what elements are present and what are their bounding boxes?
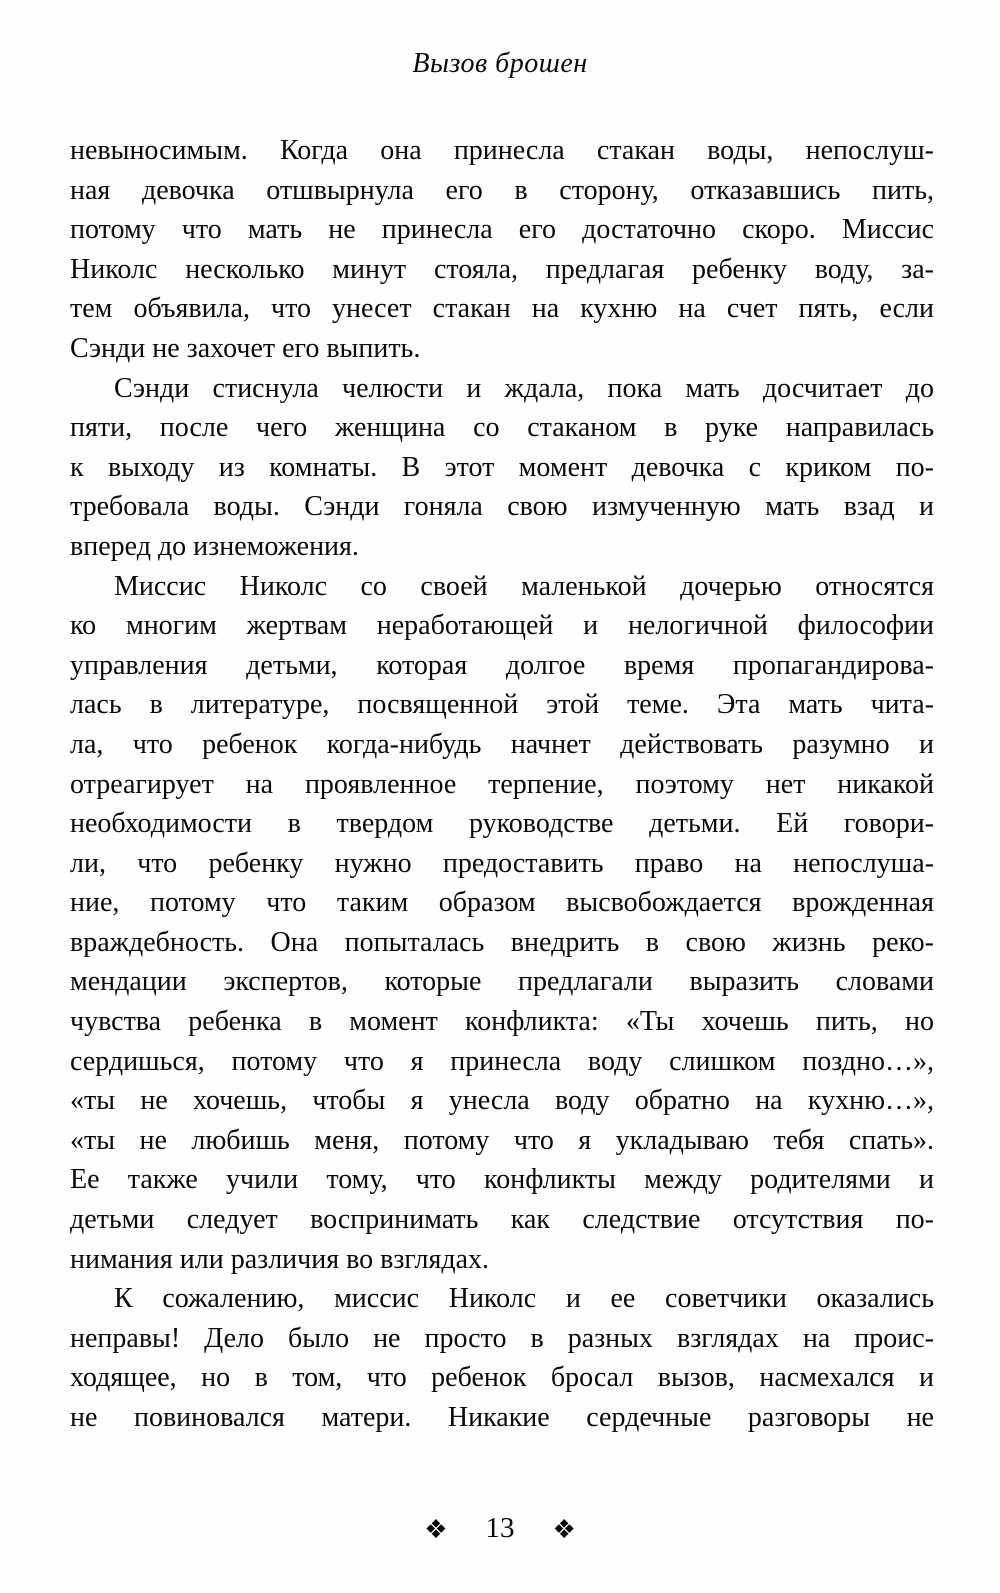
text-line: враждебность. Она попыталась внедрить в свою жизнь реко- <box>70 926 934 958</box>
text-line: ние, потому что таким образом высвобождается врожденная <box>70 887 934 919</box>
text-line: требовала воды. Сэнди гоняла свою измученную мать взад и <box>70 491 934 523</box>
text-line: детьми следует воспринимать как следствие отсутствия по- <box>70 1204 934 1236</box>
text-line: ходящее, но в том, что ребенок бросал вызов, насмехался и <box>70 1362 934 1394</box>
text-line: неправы! Дело было не просто в разных взглядах на проис- <box>70 1322 934 1354</box>
text-line: ко многим жертвам неработающей и нелогичной философии <box>70 610 934 642</box>
text-line: «ты не хочешь, чтобы я унесла воду обратно на кухню…», <box>70 1085 934 1117</box>
text-line: «ты не любишь меня, потому что я укладываю тебя спать». <box>70 1124 934 1156</box>
text-line: лась в литературе, посвященной этой теме. Эта мать чита- <box>70 689 934 721</box>
page-footer <box>0 1512 1000 1545</box>
text-line: потому что мать не принесла его достаточно скоро. Миссис <box>70 214 934 246</box>
text-line: невыносимым. Когда она принесла стакан воды, непослуш- <box>70 135 934 166</box>
text-line: нимания или различия во взглядах. <box>70 1243 490 1275</box>
text-line: сердишься, потому что я принесла воду слишком поздно…», <box>70 1045 934 1077</box>
text-line: Николс несколько минут стояла, предлагая ребенку воду, за- <box>70 253 934 285</box>
ornament-left-icon: ❖ <box>424 1514 448 1544</box>
text-line: отреагирует на проявленное терпение, поэтому нет никакой <box>70 768 934 800</box>
text-line: вперед до изнеможения. <box>70 530 359 562</box>
text-line: не повиновался матери. Никакие сердечные разговоры не <box>70 1402 934 1433</box>
text-line: Ее также учили тому, что конфликты между родителями и <box>70 1164 934 1196</box>
text-line: К сожалению, миссис Николс и ее советчики оказались <box>114 1283 934 1315</box>
body-text <box>70 131 934 1438</box>
text-line: Сэнди не захочет его выпить. <box>70 332 421 364</box>
text-line: управления детьми, которая долгое время пропагандирова- <box>70 649 934 681</box>
page-number: 13 <box>485 1512 515 1544</box>
text-line: Миссис Николс со своей маленькой дочерью относятся <box>114 570 934 602</box>
ornament-right-icon: ❖ <box>552 1514 576 1544</box>
text-line: Сэнди стиснула челюсти и ждала, пока мать досчитает до <box>114 372 934 404</box>
text-line: чувства ребенка в момент конфликта: «Ты хочешь пить, но <box>70 1006 934 1038</box>
text-line: пяти, после чего женщина со стаканом в руке направилась <box>70 412 934 444</box>
text-line: тем объявила, что унесет стакан на кухню на счет пять, если <box>70 293 934 325</box>
text-line: мендации экспертов, которые предлагали выразить словами <box>70 966 934 998</box>
text-line: ная девочка отшвырнула его в сторону, отказавшись пить, <box>70 174 934 206</box>
text-line: к выходу из комнаты. В этот момент девочка с криком по- <box>70 451 934 483</box>
text-line: ли, что ребенку нужно предоставить право на непослуша- <box>70 847 934 879</box>
running-head: Вызов брошен <box>412 48 588 79</box>
text-line: необходимости в твердом руководстве детьми. Ей говори- <box>70 808 934 840</box>
text-line: ла, что ребенок когда-нибудь начнет действовать разумно и <box>70 728 934 760</box>
